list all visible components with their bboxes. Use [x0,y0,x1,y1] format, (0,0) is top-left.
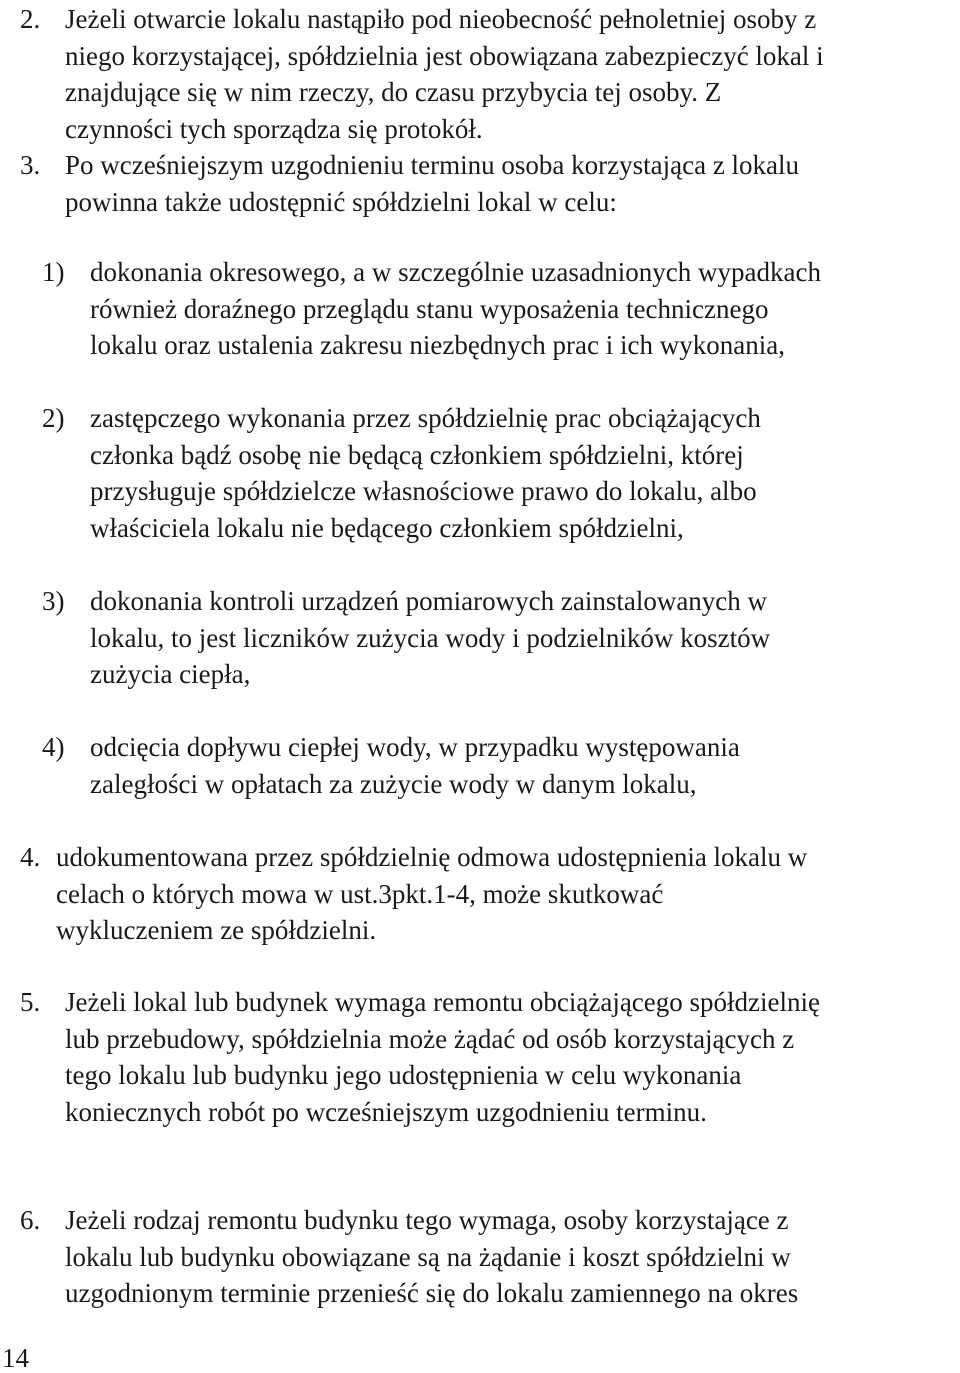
sub-item-4 [42,729,958,802]
sub-item-text: dokonania kontroli urządzeń pomiarowych zainstalowanych w lokalu, to jest liczników zużycia wody i podzielników kosztów zużycia ciepła, [90,586,771,689]
item-number: 4. [20,842,41,872]
sub-item-text: zastępczego wykonania przez spółdzielnię prac obciążających członka bądź osobę nie będącą członkiem spółdzielni, której przysługuje spółdzielcze własnościowe prawo do lokalu, albo właściciela lokalu nie będącego członkiem spółdzielni, [90,403,761,543]
sub-item-number: 1) [42,257,65,287]
item-text: Jeżeli rodzaj remontu budynku tego wymaga, osoby korzystające z lokalu lub budynku obowiązane są na żądanie i koszt spółdzielni w uzgodnionym terminie przenieść się do lokalu zamiennego na okres [65,1205,799,1308]
sub-item-number: 4) [42,732,65,762]
paragraph-item-6 [20,1202,958,1312]
paragraph-item-3 [20,147,958,220]
paragraph-item-5 [20,984,958,1130]
item-text: Po wcześniejszym uzgodnieniu terminu osoba korzystająca z lokalu powinna także udostępnić spółdzielni lokal w celu: [65,150,800,217]
sub-item-number: 2) [42,403,65,433]
sub-item-number: 3) [42,586,65,616]
item-text: Jeżeli lokal lub budynek wymaga remontu obciążającego spółdzielnię lub przebudowy, spółdzielnia może żądać od osób korzystających z tego lokalu lub budynku jego udostępnienia w celu wykonania koniecznych robót po wcześniejszym uzgodnieniu terminu. [65,987,820,1127]
item-text: Jeżeli otwarcie lokalu nastąpiło pod nieobecność pełnoletniej osoby z niego korzystającej, spółdzielnia jest obowiązana zabezpieczyć lokal i znajdujące się w nim rzeczy, do czasu przybycia tej osoby. Z czynności tych sporządza się protokół. [65,4,824,144]
item-text: udokumentowana przez spółdzielnię odmowa udostępnienia lokalu w celach o których mowa w ust.3pkt.1-4, może skutkować wykluczeniem ze spółdzielni. [56,842,808,945]
paragraph-item-2 [20,1,958,147]
item-number: 6. [20,1205,41,1235]
item-number: 3. [20,150,41,180]
paragraph-item-4 [20,839,958,949]
sub-item-text: odcięcia dopływu ciepłej wody, w przypadku występowania zaległości w opłatach za zużycie wody w danym lokalu, [90,732,740,799]
sub-item-2 [42,400,958,546]
sub-item-3 [42,583,958,693]
item-number: 2. [20,4,41,34]
sub-item-1 [42,254,958,364]
sub-item-text: dokonania okresowego, a w szczególnie uzasadnionych wypadkach również doraźnego przeglądu stanu wyposażenia technicznego lokalu oraz ustalenia zakresu niezbędnych prac i ich wykonania, [90,257,821,360]
page-number: 14 [2,1343,29,1373]
item-number: 5. [20,987,41,1017]
